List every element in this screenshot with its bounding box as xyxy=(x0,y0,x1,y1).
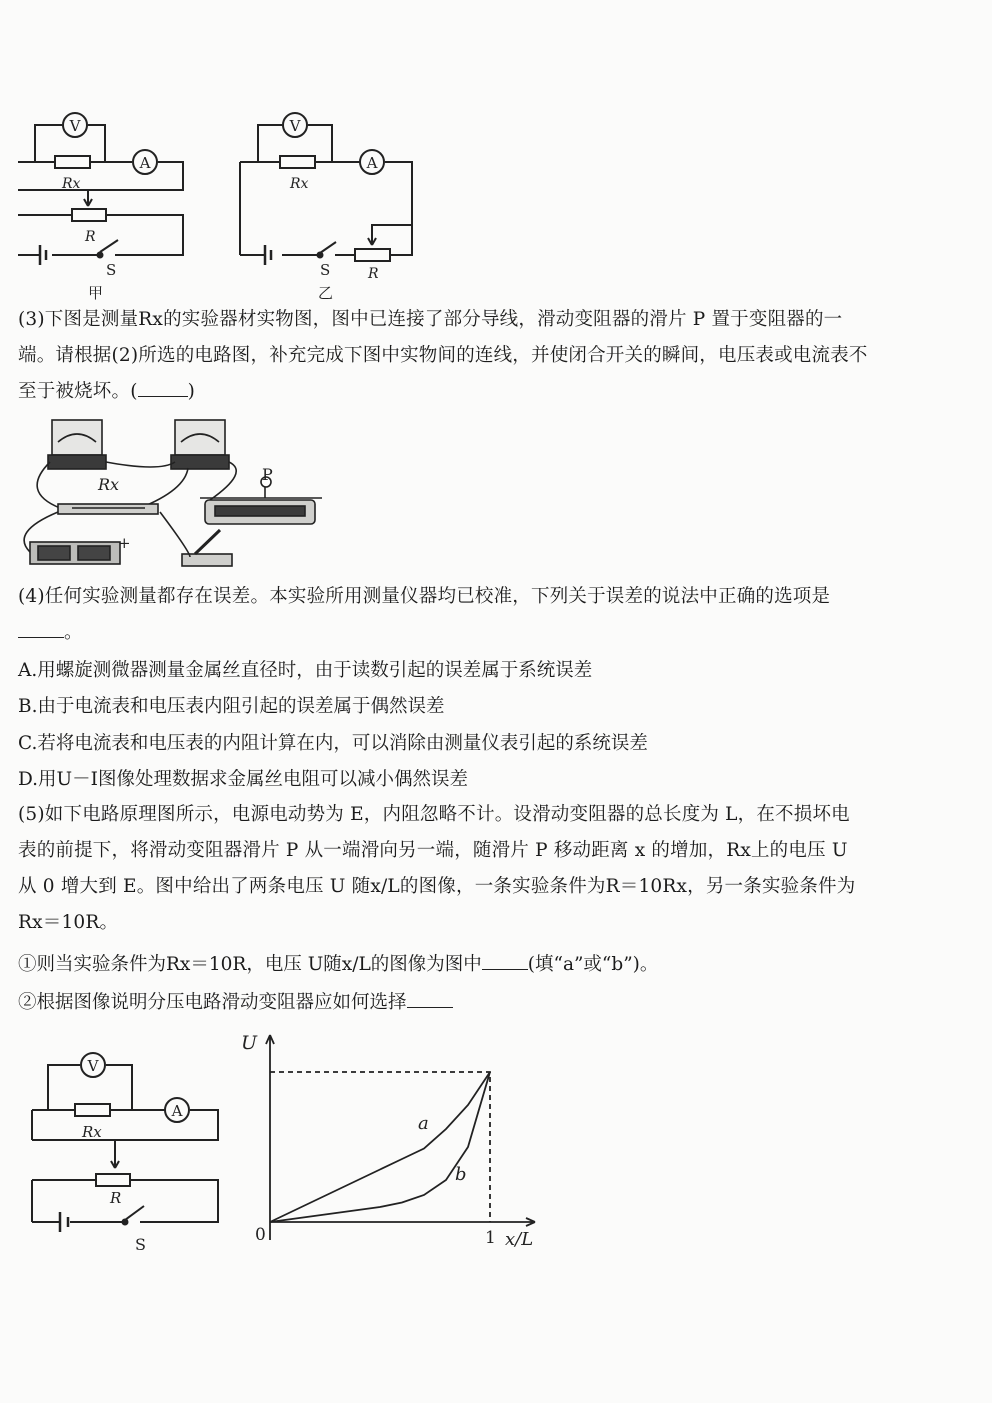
curve-a xyxy=(270,1072,490,1222)
voltmeter-device xyxy=(48,420,106,469)
ammeter-label: A xyxy=(171,1102,183,1120)
option-b: B.由于电流表和电压表内阻引起的误差属于偶然误差 xyxy=(18,696,445,717)
rx-resistor-yi xyxy=(280,156,315,168)
ammeter-label: A xyxy=(139,154,151,172)
curve-b-label: b xyxy=(455,1164,467,1185)
voltmeter-label: V xyxy=(87,1057,99,1075)
circuit-diagram-bottom xyxy=(20,1040,230,1260)
r-label: R xyxy=(85,229,96,245)
question-3 xyxy=(18,302,868,410)
question-5-text: (5)如下电路原理图所示，电源电动势为 E，内阻忽略不计。设滑动变阻器的总长度为 L，在不损坏电表的前提下，将滑动变阻器滑片 P 从一端滑向另一端，随滑片 P 移动距离 x 的增加，Rx上的电压 U 从 0 增大到 E。图中给出了两条电压 U 随x/L的图像，一条实验条件为R＝10Rx，另一条实验条件为Rx＝10R。 xyxy=(18,804,856,933)
sub1-text: ①则当实验条件为Rx＝10R，电压 U随x/L的图像为图中 xyxy=(18,954,482,975)
question-5 xyxy=(18,797,868,941)
switch-label: S xyxy=(106,261,117,279)
rx-resistor-device xyxy=(58,504,158,514)
circuit-jia xyxy=(18,113,183,302)
answer-blank-5-2[interactable] xyxy=(407,991,453,1008)
switch-label: S xyxy=(320,261,331,279)
circuit-diagrams-top xyxy=(0,110,440,305)
caption-yi: 乙 xyxy=(318,284,334,302)
y-axis-label: U xyxy=(241,1032,258,1054)
rx-label: Rx xyxy=(98,475,120,494)
rheostat xyxy=(96,1174,130,1186)
r-label: R xyxy=(368,266,379,282)
curve-b xyxy=(270,1072,490,1222)
guide-lines xyxy=(270,1072,490,1222)
rx-label: Rx xyxy=(62,176,81,192)
y-axis xyxy=(266,1035,274,1240)
sub1-hint: (填“a”或“b”)。 xyxy=(527,954,659,975)
u-vs-x-graph xyxy=(235,1025,555,1255)
rheostat-device xyxy=(200,477,322,524)
battery-device xyxy=(30,542,120,564)
equipment-photo xyxy=(10,412,330,582)
question-3-text: (3)下图是测量Rx的实验器材实物图，图中已连接了部分导线，滑动变阻器的滑片 P 置于变阻器的一端。请根据(2)所选的电路图，补充完成下图中实物间的连线，并使闭合开关的瞬间，电压表或电流表不至于被烧坏。( xyxy=(18,309,868,402)
curve-a-label: a xyxy=(418,1113,429,1134)
ammeter-label: A xyxy=(366,154,378,172)
rx-label: Rx xyxy=(82,1123,102,1141)
close-paren: ) xyxy=(187,381,196,402)
option-d: D.用U－I图像处理数据求金属丝电阻可以减小偶然误差 xyxy=(18,769,468,790)
answer-blank-4[interactable] xyxy=(18,621,64,638)
voltmeter-label: V xyxy=(69,117,81,135)
rx-label: Rx xyxy=(290,176,309,192)
x-axis-label: x/L xyxy=(505,1229,534,1250)
rheostat-yi xyxy=(355,249,390,261)
question-5-sub2 xyxy=(18,988,453,1014)
period: 。 xyxy=(64,622,83,643)
rheostat-jia xyxy=(72,209,106,221)
positive-terminal-label: + xyxy=(118,534,131,552)
answer-blank-5-1[interactable] xyxy=(482,953,528,970)
circuit-yi xyxy=(240,113,412,302)
origin-label: 0 xyxy=(255,1225,266,1245)
answer-blank-3[interactable] xyxy=(138,382,188,397)
switch-label: S xyxy=(135,1235,146,1254)
switch-device xyxy=(182,530,232,566)
voltmeter-label: V xyxy=(289,117,301,135)
ammeter-device xyxy=(171,420,229,469)
rx-resistor-jia xyxy=(55,156,90,168)
question-4-text: (4)任何实验测量都存在误差。本实验所用测量仪器均已校准，下列关于误差的说法中正确的选项是 xyxy=(18,586,831,607)
question-4 xyxy=(18,579,868,651)
x-tick-1: 1 xyxy=(485,1228,496,1248)
caption-jia: 甲 xyxy=(88,284,104,302)
r-label: R xyxy=(110,1189,122,1207)
question-5-sub1 xyxy=(18,950,658,976)
rx-resistor xyxy=(75,1104,110,1116)
option-c: C.若将电流表和电压表的内阻计算在内，可以消除由测量仪表引起的系统误差 xyxy=(18,733,648,754)
option-a: A.用螺旋测微器测量金属丝直径时，由于读数引起的误差属于系统误差 xyxy=(18,660,593,681)
slider-label-p: P xyxy=(262,465,273,484)
x-axis xyxy=(270,1218,535,1226)
sub2-text: ②根据图像说明分压电路滑动变阻器应如何选择 xyxy=(18,992,407,1013)
